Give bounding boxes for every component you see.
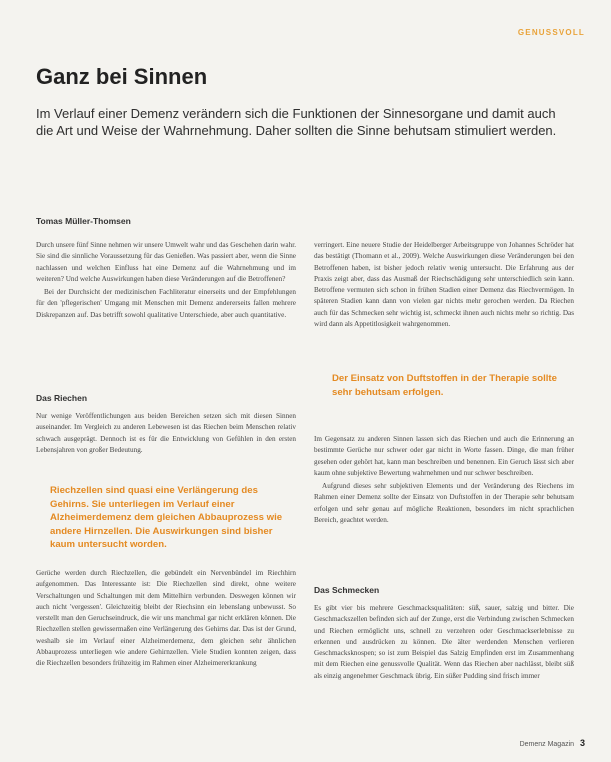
magazine-name: Demenz Magazin — [519, 741, 575, 748]
article-lead: Im Verlauf einer Demenz verändern sich die Funktionen der Sinnesorgane und damit auch die Art und Weise der Wahrnehmung. Daher sollten die Sinne behutsam stimuliert werden. — [36, 106, 557, 138]
schmecken-paragraph-1: Es gibt vier bis mehrere Geschmacksqualitäten: süß, sauer, salzig und bitter. Die Geschmackszellen befinden sich auf der Zunge, erst die Verbindung zwischen Schmecken und Riechen ermöglicht uns, schnell zu verzehren oder Geschmackserlebnisse zu erkennen und ausdrücken zu können. Die älter werdenden Menschen verlieren Geschmacksknospen; so ist zum Beispiel das Salzig Empfinden erst im Zusammenhang mit dem Riechen eine genussvolle Qualität. Wenn das Riechen aber nachlässt, bleibt süß als einzig angenehmer Geschmack übrig. Ein süßer Pudding sind frisch immer — [314, 604, 574, 680]
schmecken-body — [314, 603, 574, 684]
section-label: GENUSSVOLL — [517, 28, 585, 37]
right-column-top — [314, 240, 574, 332]
article-title: Ganz bei Sinnen — [36, 64, 208, 89]
section-heading-schmecken: Das Schmecken — [314, 585, 380, 595]
left-column — [36, 240, 296, 323]
intro-paragraph-2: Bei der Durchsicht der medizinischen Fachliteratur einerseits und der Empfehlungen für den 'pflegerischen' Umgang mit Menschen mit Demenz andererseits fallen mehrere Diskrepanzen auf. Das betrifft sowohl qualitative Unterschiede, aber auch quantitative. — [36, 288, 296, 319]
riechen-paragraph-2: Gerüche werden durch Riechzellen, die gebündelt ein Nervenbündel im Riechhirn aufgenommen. Das Interessante ist: Die Riechzellen sind direkt, ohne weitere Verschaltungen und Schaltungen mit dem Mittelhirn verbunden. Deswegen können wir auch nicht 'vergessen'. Gleichzeitig bleibt der Riechsinn ein lebenslang unbewusst. So verstellt man den Geruchseindruck, die wir uns manchmal gar nicht erklären können. Die Riechzellen stellen gewissermaßen eine Verlängerung des Gehirns dar. Das ist der Grund, weshalb sie im Verlauf einer Alzheimerdemenz, dem gleichen sehr ähnlichen Abbauprozess unterliegen wie andere Gehirnzellen. Viele Studien konnten zeigen, dass die Riechzellen besonders frühzeitig im Rahmen einer Alzheimererkrankung — [36, 569, 296, 668]
riechen-intro — [36, 411, 296, 458]
right-paragraph-3: Aufgrund dieses sehr subjektiven Elements und der Veränderung des Riechens im Rahmen einer Demenz sollte der Einsatz von Duftstoffen in der Therapie sehr behutsam erfolgen und sehr genau auf mögliche Reaktionen, besonders im nicht sprachlichen Bereich, geachtet werden. — [314, 482, 574, 525]
intro-paragraph-1: Durch unsere fünf Sinne nehmen wir unsere Umwelt wahr und das Geschehen darin wahr. Sie sind die sinnliche Voraussetzung für das Genießen. Was passiert aber, wenn die Sinne nachlassen und welchen Einfluss hat eine Demenz auf die Wahrnehmung und im weiteren? Und welche Auswirkungen haben diese Veränderungen auf die Betroffenen? — [36, 241, 296, 283]
right-paragraph-2: Im Gegensatz zu anderen Sinnen lassen sich das Riechen und auch die Erinnerung an bestimmte Gerüche nur schwer oder gar nicht in Worte fassen. Dinge, die man früher gesehen oder gehört hat, kann man beschreiben und benennen. Ein Geruch lässt sich aber kaum ohne subjektive Bewertung wahrnehmen und nur schwer beschreiben. — [314, 435, 574, 477]
page-footer — [520, 738, 585, 748]
author-name: Tomas Müller-Thomsen — [36, 216, 131, 226]
riechen-body — [36, 568, 296, 672]
pull-quote-duftstoffe: Der Einsatz von Duftstoffen in der Therapie sollte sehr behutsam erfolgen. — [332, 373, 557, 398]
page-number: 3 — [579, 738, 585, 748]
right-column-middle — [314, 434, 574, 528]
riechen-paragraph-1: Nur wenige Veröffentlichungen aus beiden Bereichen setzen sich mit diesen Sinnen auseinander. Im Vergleich zu anderen Lebewesen ist das Riechen beim Menschen relativ schwach ausgeprägt. Dennoch ist es für die Entwicklung von Gefühlen in den ersten Lebensjahren von großer Bedeutung. — [36, 412, 296, 454]
pull-quote-riechzellen: Riechzellen sind quasi eine Verlängerung des Gehirns. Sie unterliegen im Verlauf einer Alzheimerdemenz dem gleichen Abbauprozess wie andere Hirnzellen. Die Auswirkungen sind bisher kaum untersucht worden. — [50, 485, 283, 551]
section-heading-riechen: Das Riechen — [36, 393, 88, 403]
right-paragraph-1: verringert. Eine neuere Studie der Heidelberger Arbeitsgruppe von Johannes Schröder hat das bestätigt (Thomann et al., 2009). Welche Auswirkungen diese Veränderungen bei den Betroffenen haben, ist bisher jedoch relativ wenig untersucht. Die Erfahrung aus der Praxis zeigt aber, dass das Ausmaß der Riechschädigung sehr unterschiedlich sein kann. Betroffene vermuten sich schon in frühen Stadien einer Demenz das Riechvermögen. In späteren Stadien kann dann von vielen gar nichts mehr gerochen werden. Da Riechen auch für das Schmecken sehr wichtig ist, schmeckt ihnen auch nichts mehr so richtig. Das wird dann als Appetitlosigkeit wahrgenommen. — [314, 241, 574, 329]
